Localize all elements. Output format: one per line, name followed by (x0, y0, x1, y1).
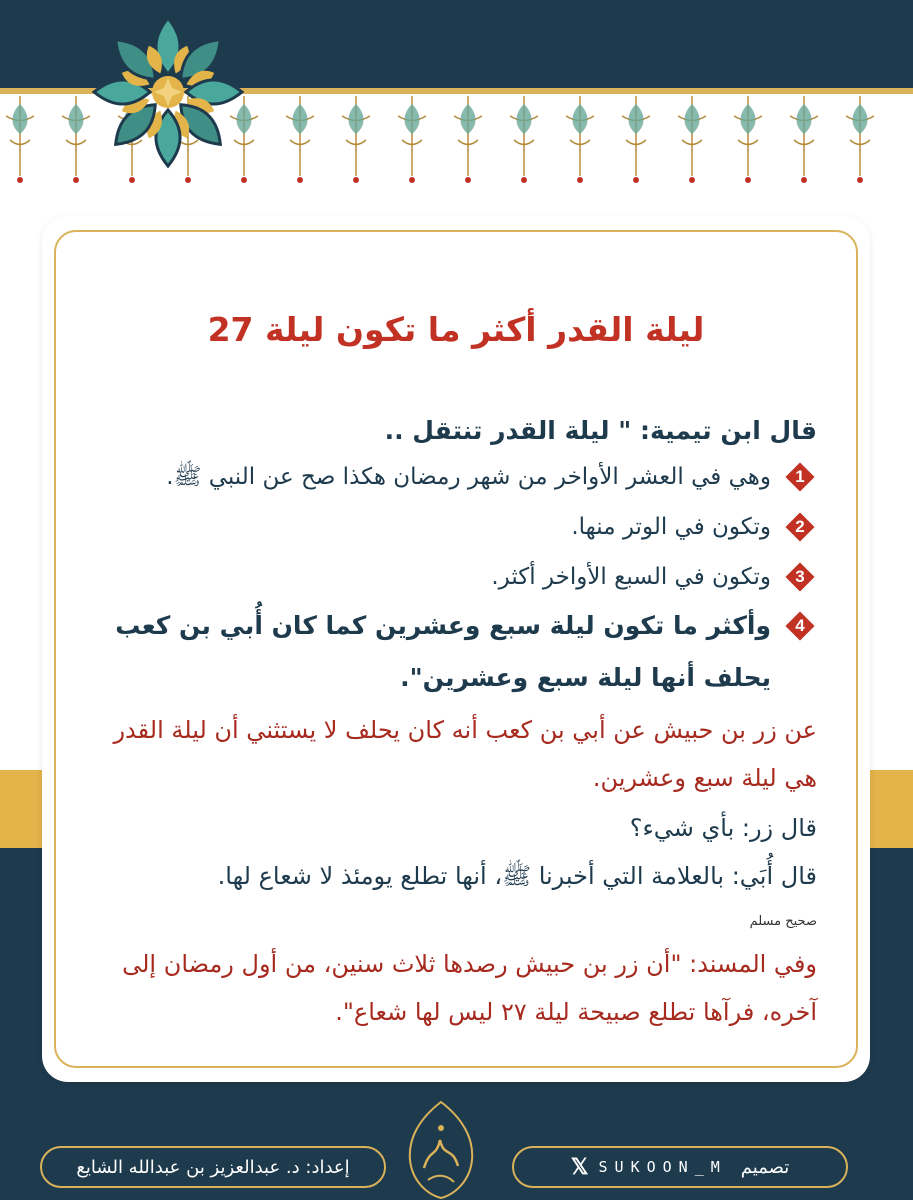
list-item (77, 560, 817, 594)
hadith-question: قال زر: بأي شيء؟ (629, 814, 817, 842)
author-credit: إعداد: د. عبدالعزيز بن عبدالله الشايع (40, 1146, 386, 1188)
x-logo-icon: 𝕏 (570, 1154, 589, 1179)
list-item (77, 510, 817, 544)
designer-credit[interactable] (512, 1146, 848, 1188)
number-badge: 4 (783, 609, 817, 643)
number-badge: 2 (783, 510, 817, 544)
source-label: صحيح مسلم (749, 914, 817, 929)
list-item-text: وتكون في السبع الأواخر أكثر. (491, 564, 771, 590)
list-item (77, 460, 817, 494)
rosette-emblem (88, 12, 248, 172)
calligraphy-emblem (400, 1098, 482, 1200)
hadith-answer: قال أُبَي: بالعلامة التي أخبرنا ﷺ، أنها تطلع يومئذ لا شعاع لها. (217, 862, 817, 890)
page-title: ليلة القدر أكثر ما تكون ليلة 27 (207, 310, 705, 349)
list-item (77, 600, 817, 704)
designer-handle: SUKOON_M (598, 1158, 727, 1176)
list-item-text: وهي في العشر الأواخر من شهر رمضان هكذا صح عن النبي ﷺ. (166, 464, 771, 490)
number-badge: 1 (783, 460, 817, 494)
number-badge: 3 (783, 560, 817, 594)
list-item-text: وتكون في الوتر منها. (571, 514, 771, 540)
hadith-narration: عن زر بن حبيش عن أبي بن كعب أنه كان يحلف لا يستثني أن ليلة القدر هي ليلة سبع وعشرين. (113, 716, 817, 792)
musnad-text: وفي المسند: "أن زر بن حبيش رصدها ثلاث سنين، من أول رمضان إلى آخره، فرآها تطلع صبيحة ليلة ٢٧ ليس لها شعاع". (122, 950, 817, 1026)
list-item-text: وأكثر ما تكون ليلة سبع وعشرين كما كان أُبي بن كعب يحلف أنها ليلة سبع وعشرين". (115, 611, 771, 692)
intro-text: قال ابن تيمية: " ليلة القدر تنتقل .. (384, 416, 817, 445)
design-label: تصميم (740, 1156, 790, 1178)
